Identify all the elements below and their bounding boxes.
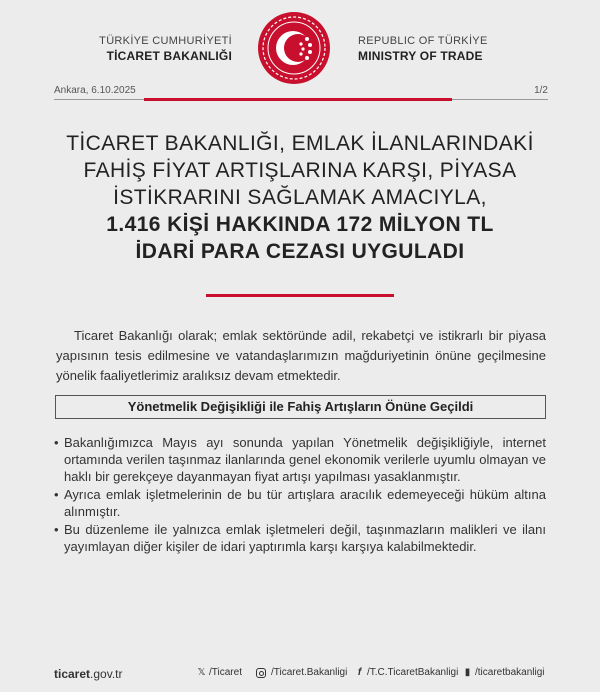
bullet-icon: • bbox=[54, 522, 59, 537]
page-number: 1/2 bbox=[534, 85, 548, 96]
footer-x-handle: /Ticaret bbox=[209, 667, 242, 678]
title-line-4: 1.416 KİŞİ HAKKINDA 172 MİLYON TL bbox=[106, 213, 494, 236]
instagram-icon bbox=[256, 668, 266, 678]
title-line-1: TİCARET BAKANLIĞI, EMLAK İLANLARINDAKİ bbox=[66, 132, 534, 155]
footer-website-bold: ticaret bbox=[54, 667, 91, 681]
list-item bbox=[56, 486, 546, 520]
header-right bbox=[358, 34, 488, 64]
facebook-icon: f bbox=[357, 667, 362, 678]
bullet-icon: • bbox=[54, 435, 59, 450]
list-item bbox=[56, 521, 546, 555]
page-title bbox=[40, 130, 560, 265]
ministry-emblem-icon bbox=[257, 11, 331, 85]
bullet-text: Ayrıca emlak işletmelerinin de bu tür artışlara aracılık edemeyeceği hüküm altına alınmıştır. bbox=[64, 487, 546, 519]
header-right-line1: REPUBLIC OF TÜRKİYE bbox=[358, 35, 488, 47]
x-icon: 𝕏 bbox=[197, 667, 206, 678]
bullet-list bbox=[56, 434, 546, 556]
title-underline bbox=[206, 294, 394, 297]
divider-grey-right bbox=[452, 99, 548, 100]
header-right-line2: MINISTRY OF TRADE bbox=[358, 49, 483, 63]
title-line-3: İSTİKRARINI SAĞLAMAK AMACIYLA, bbox=[113, 186, 487, 209]
footer-instagram-link[interactable] bbox=[256, 667, 347, 678]
footer-website-rest: .gov.tr bbox=[90, 667, 123, 681]
footer-facebook-handle: /T.C.TicaretBakanligi bbox=[367, 667, 459, 678]
footer-facebook-link[interactable] bbox=[354, 667, 458, 678]
divider-grey-left bbox=[54, 99, 144, 100]
footer-x-link[interactable] bbox=[196, 667, 242, 678]
title-line-5: İDARİ PARA CEZASI UYGULADI bbox=[135, 240, 465, 263]
footer-website[interactable] bbox=[54, 667, 123, 681]
list-item bbox=[56, 434, 546, 485]
divider-red bbox=[144, 98, 452, 101]
header-left bbox=[99, 34, 232, 64]
footer-youtube-link[interactable] bbox=[462, 667, 544, 678]
header-left-line1: TÜRKİYE CUMHURİYETİ bbox=[99, 35, 232, 47]
header-left-line2: TİCARET BAKANLIĞI bbox=[106, 49, 232, 63]
title-line-2: FAHİŞ FİYAT ARTIŞLARINA KARŞI, PİYASA bbox=[83, 159, 517, 182]
footer-instagram-handle: /Ticaret.Bakanligi bbox=[271, 667, 348, 678]
bullet-text: Bu düzenleme ile yalnızca emlak işletmeleri değil, taşınmazların malikleri ve ilanı yayımlayan diğer kişiler de idari yaptırımla karşı karşıya kalabilmektedir. bbox=[64, 522, 546, 554]
bullet-icon: • bbox=[54, 487, 59, 502]
intro-paragraph: Ticaret Bakanlığı olarak; emlak sektöründe adil, rekabetçi ve istikrarlı bir piyasa yapısının tesis edilmesine ve vatandaşlarımızın mağduriyetinin önüne geçilmesine yönelik faaliyetlerimiz aralıksız devam etmektedir. bbox=[56, 328, 546, 383]
bullet-text: Bakanlığımızca Mayıs ayı sonunda yapılan Yönetmelik değişikliğiyle, internet ortamında verilen taşınmaz ilanlarında genel ekonomik verilerle uyumlu olmayan ve haklı bir gerekçeye dayanmayan fiyat artışı yapılması yasaklanmıştır. bbox=[64, 435, 546, 484]
subheading-box: Yönetmelik Değişikliği ile Fahiş Artışların Önüne Geçildi bbox=[55, 395, 546, 419]
footer-youtube-handle: /ticaretbakanligi bbox=[475, 667, 545, 678]
date-location: Ankara, 6.10.2025 bbox=[54, 85, 136, 96]
youtube-icon: ▮ bbox=[464, 667, 471, 678]
